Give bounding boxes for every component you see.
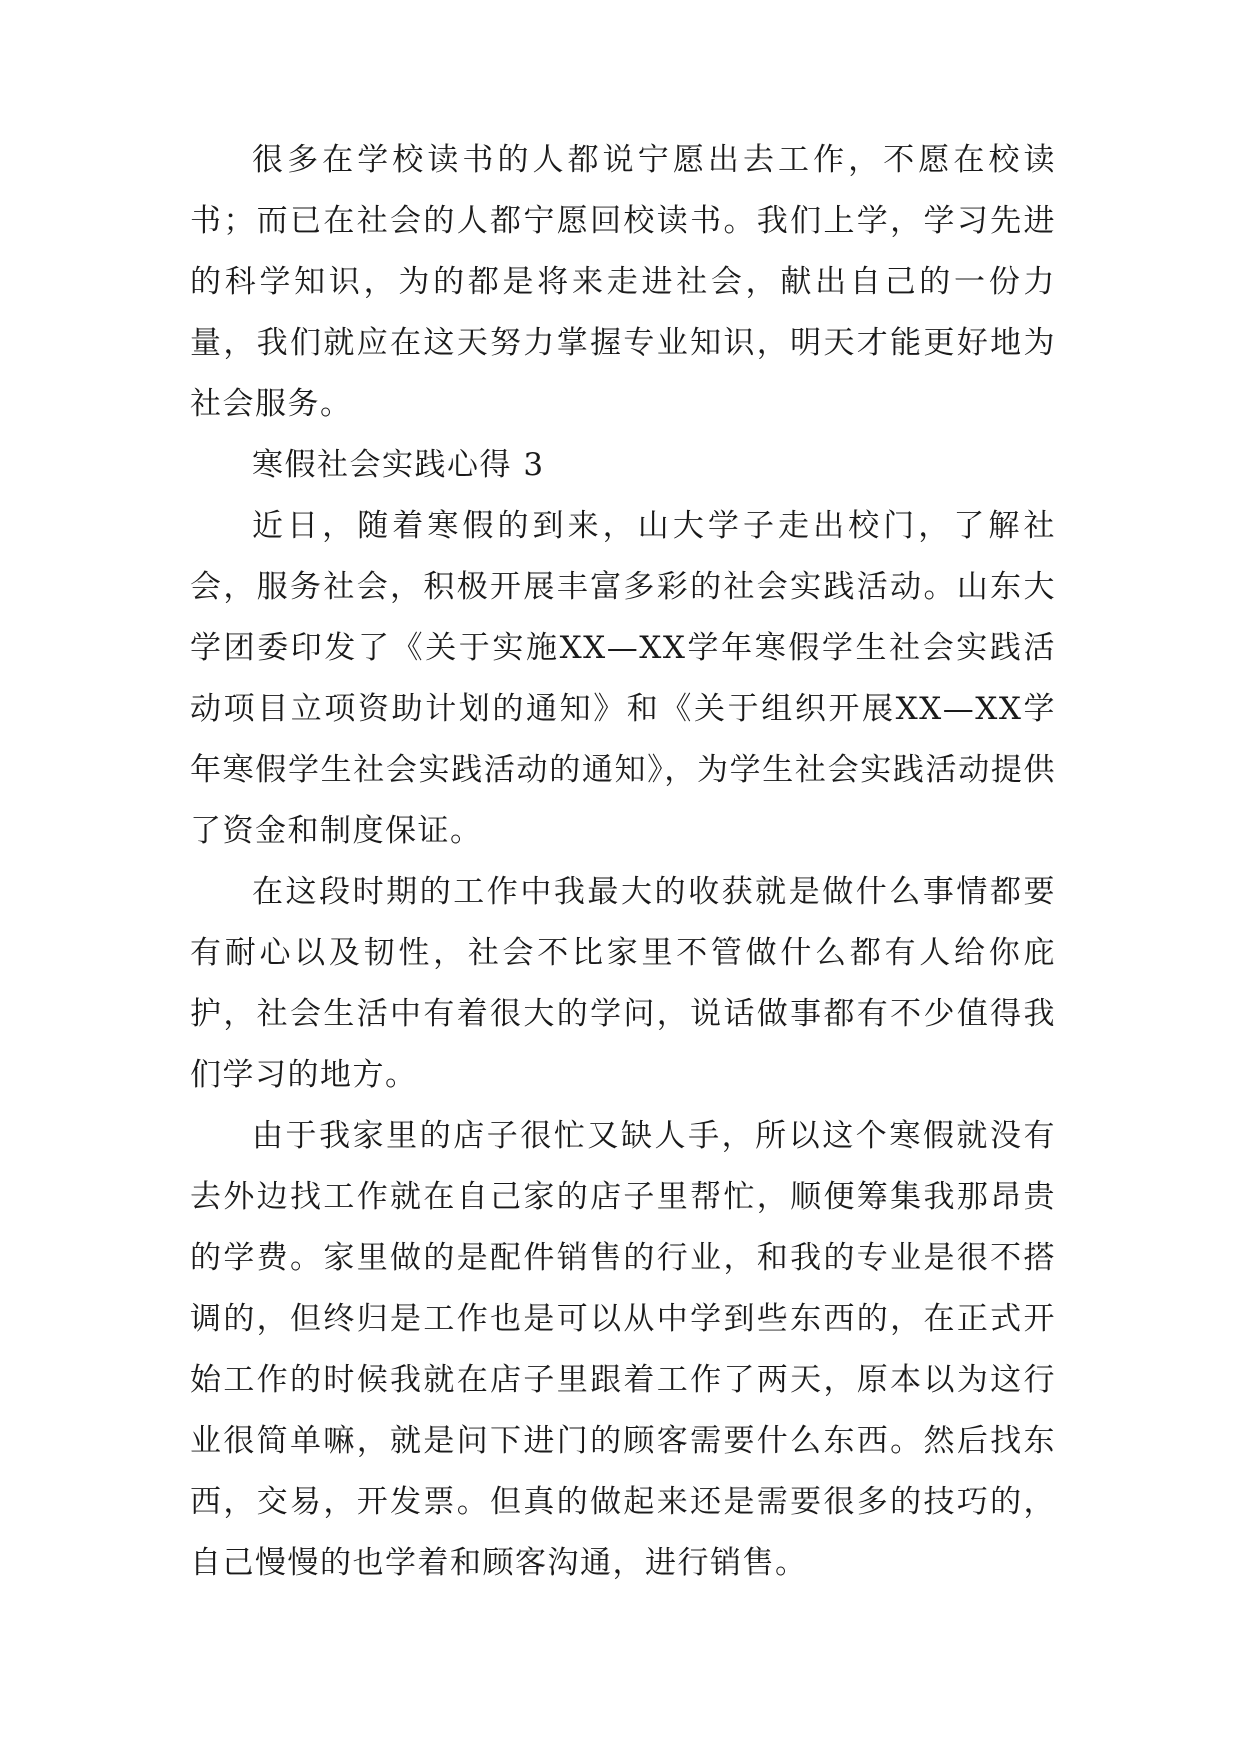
paragraph-1: 很多在学校读书的人都说宁愿出去工作，不愿在校读书；而已在社会的人都宁愿回校读书。我们上学，学习先进的科学知识，为的都是将来走进社会，献出自己的一份力量，我们就应在这天努力掌握专业知识，明天才能更好地为社会服务。 [190,142,1056,422]
paragraph-3: 在这段时期的工作中我最大的收获就是做什么事情都要有耐心以及韧性，社会不比家里不管做什么都有人给你庇护，社会生活中有着很大的学问，说话做事都有不少值得我们学习的地方。 [190,874,1056,1093]
section-heading: 寒假社会实践心得 3 [252,447,545,483]
paragraph-2: 近日，随着寒假的到来，山大学子走出校门，了解社会，服务社会，积极开展丰富多彩的社会实践活动。山东大学团委印发了《关于实施XX—XX学年寒假学生社会实践活动项目立项资助计划的通知》和《关于组织开展XX—XX学年寒假学生社会实践活动的通知》，为学生社会实践活动提供了资金和制度保证。 [190,508,1056,849]
paragraph-4: 由于我家里的店子很忙又缺人手，所以这个寒假就没有去外边找工作就在自己家的店子里帮忙，顺便筹集我那昂贵的学费。家里做的是配件销售的行业，和我的专业是很不搭调的，但终归是工作也是可以从中学到些东西的，在正式开始工作的时候我就在店子里跟着工作了两天，原本以为这行业很简单嘛，就是问下进门的顾客需要什么东西。然后找东西，交易，开发票。但真的做起来还是需要很多的技巧的，自己慢慢的也学着和顾客沟通，进行销售。 [190,1118,1056,1581]
document-body [190,130,1056,1594]
